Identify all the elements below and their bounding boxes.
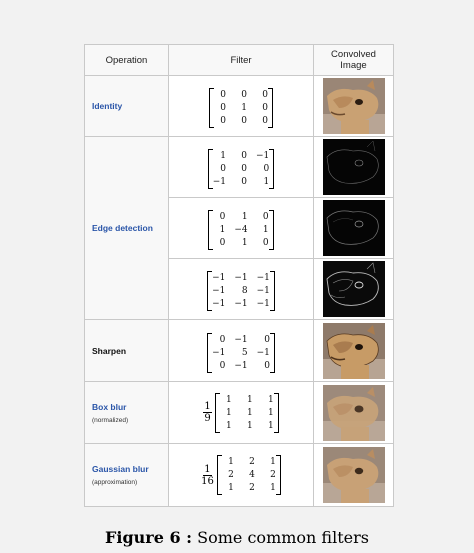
matrix-cell: 2 [249, 457, 255, 467]
kernel-matrix [208, 210, 273, 250]
matrix-cell: −4 [234, 225, 248, 235]
camel-box-blur-image [323, 385, 385, 441]
kernel-matrix [215, 393, 279, 433]
matrix-cell: 0 [262, 90, 268, 100]
filter-cell [169, 198, 314, 259]
matrix-cell: −1 [234, 334, 248, 345]
operation-identity[interactable] [85, 76, 169, 137]
kernel-matrix [207, 333, 275, 373]
figure-caption [0, 528, 474, 547]
matrix-cell: 0 [219, 360, 226, 371]
matrix-cell: 1 [225, 394, 232, 405]
table-row [85, 444, 394, 507]
matrix-cell: 0 [220, 103, 226, 113]
matrix-cell: −1 [212, 347, 226, 358]
matrix-cell: 0 [241, 90, 247, 100]
matrix-cell: 1 [262, 225, 269, 235]
filter-cell [169, 259, 314, 320]
matrix-cell: 0 [262, 238, 269, 248]
matrix-cell: −1 [234, 360, 248, 371]
scaled-kernel [203, 393, 278, 433]
camel-edges-3-image [323, 261, 385, 317]
matrix-cell: 8 [241, 286, 248, 296]
image-cell [314, 259, 394, 320]
matrix-cell: −1 [212, 177, 226, 187]
matrix-cell: 1 [228, 483, 234, 493]
matrix-cell: 0 [264, 334, 270, 345]
matrix-cell: 1 [225, 420, 232, 431]
image-cell [314, 320, 394, 382]
matrix-cell: 0 [264, 360, 270, 371]
matrix-cell: 1 [263, 177, 270, 187]
matrix-cell: 1 [220, 151, 226, 161]
matrix-cell: −1 [256, 273, 270, 283]
matrix-cell: 1 [219, 225, 226, 235]
image-cell [314, 137, 394, 198]
camel-sharpen-image [323, 323, 385, 379]
matrix-cell: −1 [256, 151, 270, 161]
matrix-cell: 1 [267, 407, 274, 418]
filters-table [84, 44, 394, 507]
matrix-cell: 1 [267, 420, 274, 431]
figure-label: Figure 6 : [105, 528, 193, 547]
table-row [85, 382, 394, 444]
matrix-cell: 2 [270, 470, 276, 480]
matrix-cell: 1 [241, 212, 248, 222]
filter-cell [169, 320, 314, 382]
kernel-matrix [209, 88, 273, 128]
matrix-cell: 0 [220, 90, 226, 100]
operation-sharpen [85, 320, 169, 382]
operation-box-blur[interactable] [85, 382, 169, 444]
camel-identity-image [323, 78, 385, 134]
matrix-cell: 1 [241, 238, 248, 248]
fraction-denominator: 16 [201, 475, 214, 487]
matrix-cell: 5 [241, 347, 248, 358]
fraction-numerator: 1 [204, 401, 211, 412]
figure-caption-text: Some common filters [192, 528, 369, 547]
matrix-cell: −1 [212, 299, 226, 309]
table-row [85, 320, 394, 382]
matrix-cell: −1 [256, 286, 270, 296]
operation-link[interactable]: Box blur [92, 401, 127, 412]
matrix-cell: 0 [262, 103, 268, 113]
matrix-cell: 0 [241, 116, 247, 126]
matrix-cell: 0 [262, 212, 269, 222]
fraction-denominator: 9 [204, 413, 211, 424]
filter-cell [169, 76, 314, 137]
matrix-cell: 2 [249, 483, 255, 493]
scaled-kernel [201, 455, 281, 495]
matrix-cell: 1 [267, 394, 274, 405]
header-image-line2: Image [340, 60, 367, 71]
image-cell [314, 198, 394, 259]
matrix-cell: −1 [256, 347, 270, 358]
matrix-cell: 4 [249, 470, 255, 480]
image-cell [314, 444, 394, 507]
matrix-cell: 0 [219, 212, 226, 222]
matrix-cell: 1 [246, 420, 253, 431]
matrix-cell: −1 [234, 273, 248, 283]
matrix-cell: 1 [246, 394, 253, 405]
filters-table-container [84, 44, 390, 507]
matrix-cell: 1 [246, 407, 253, 418]
matrix-cell: 0 [262, 116, 268, 126]
matrix-cell: 0 [241, 164, 247, 174]
header-row [85, 45, 394, 76]
operation-link[interactable]: Gaussian blur [92, 464, 149, 474]
filter-cell [169, 137, 314, 198]
camel-gaussian-blur-image [323, 447, 385, 503]
operation-note: (approximation) [92, 479, 138, 486]
header-image-line1: Convolved [331, 49, 376, 60]
matrix-cell: 1 [241, 103, 247, 113]
matrix-cell: −1 [234, 299, 248, 309]
matrix-cell: 0 [220, 164, 226, 174]
kernel-matrix [217, 455, 281, 495]
filter-cell [169, 382, 314, 444]
camel-edges-1-image [323, 139, 385, 195]
fraction-numerator: 1 [204, 463, 211, 475]
scale-fraction [203, 401, 211, 424]
operation-gaussian-blur[interactable] [85, 444, 169, 507]
matrix-cell: −1 [212, 273, 226, 283]
table-row [85, 137, 394, 198]
kernel-matrix [208, 149, 275, 189]
image-cell [314, 76, 394, 137]
image-cell [314, 382, 394, 444]
matrix-cell: 0 [241, 177, 247, 187]
header-filter: Filter [169, 45, 314, 76]
matrix-cell: −1 [256, 299, 270, 309]
operation-label: Sharpen [92, 345, 127, 356]
matrix-cell: 0 [219, 238, 226, 248]
table-row [85, 76, 394, 137]
kernel-matrix [207, 271, 275, 311]
operation-note: (normalized) [92, 416, 129, 424]
header-operation: Operation [85, 45, 169, 76]
matrix-cell: 0 [220, 116, 226, 126]
filter-cell [169, 444, 314, 507]
header-convolved-image [314, 45, 394, 76]
matrix-cell: 2 [228, 470, 234, 480]
matrix-cell: 0 [241, 151, 247, 161]
matrix-cell: −1 [212, 286, 226, 296]
operation-edge-detection[interactable] [85, 137, 169, 320]
matrix-cell: 1 [225, 407, 232, 418]
matrix-cell: 1 [270, 457, 276, 467]
matrix-cell: 0 [219, 334, 226, 345]
camel-edges-2-image [323, 200, 385, 256]
scale-fraction [201, 464, 214, 487]
operation-link[interactable]: Edge detection [92, 223, 153, 233]
operation-link[interactable]: Identity [92, 101, 123, 111]
matrix-cell: 0 [263, 164, 270, 174]
matrix-cell: 1 [270, 483, 276, 493]
matrix-cell: 1 [228, 457, 234, 467]
